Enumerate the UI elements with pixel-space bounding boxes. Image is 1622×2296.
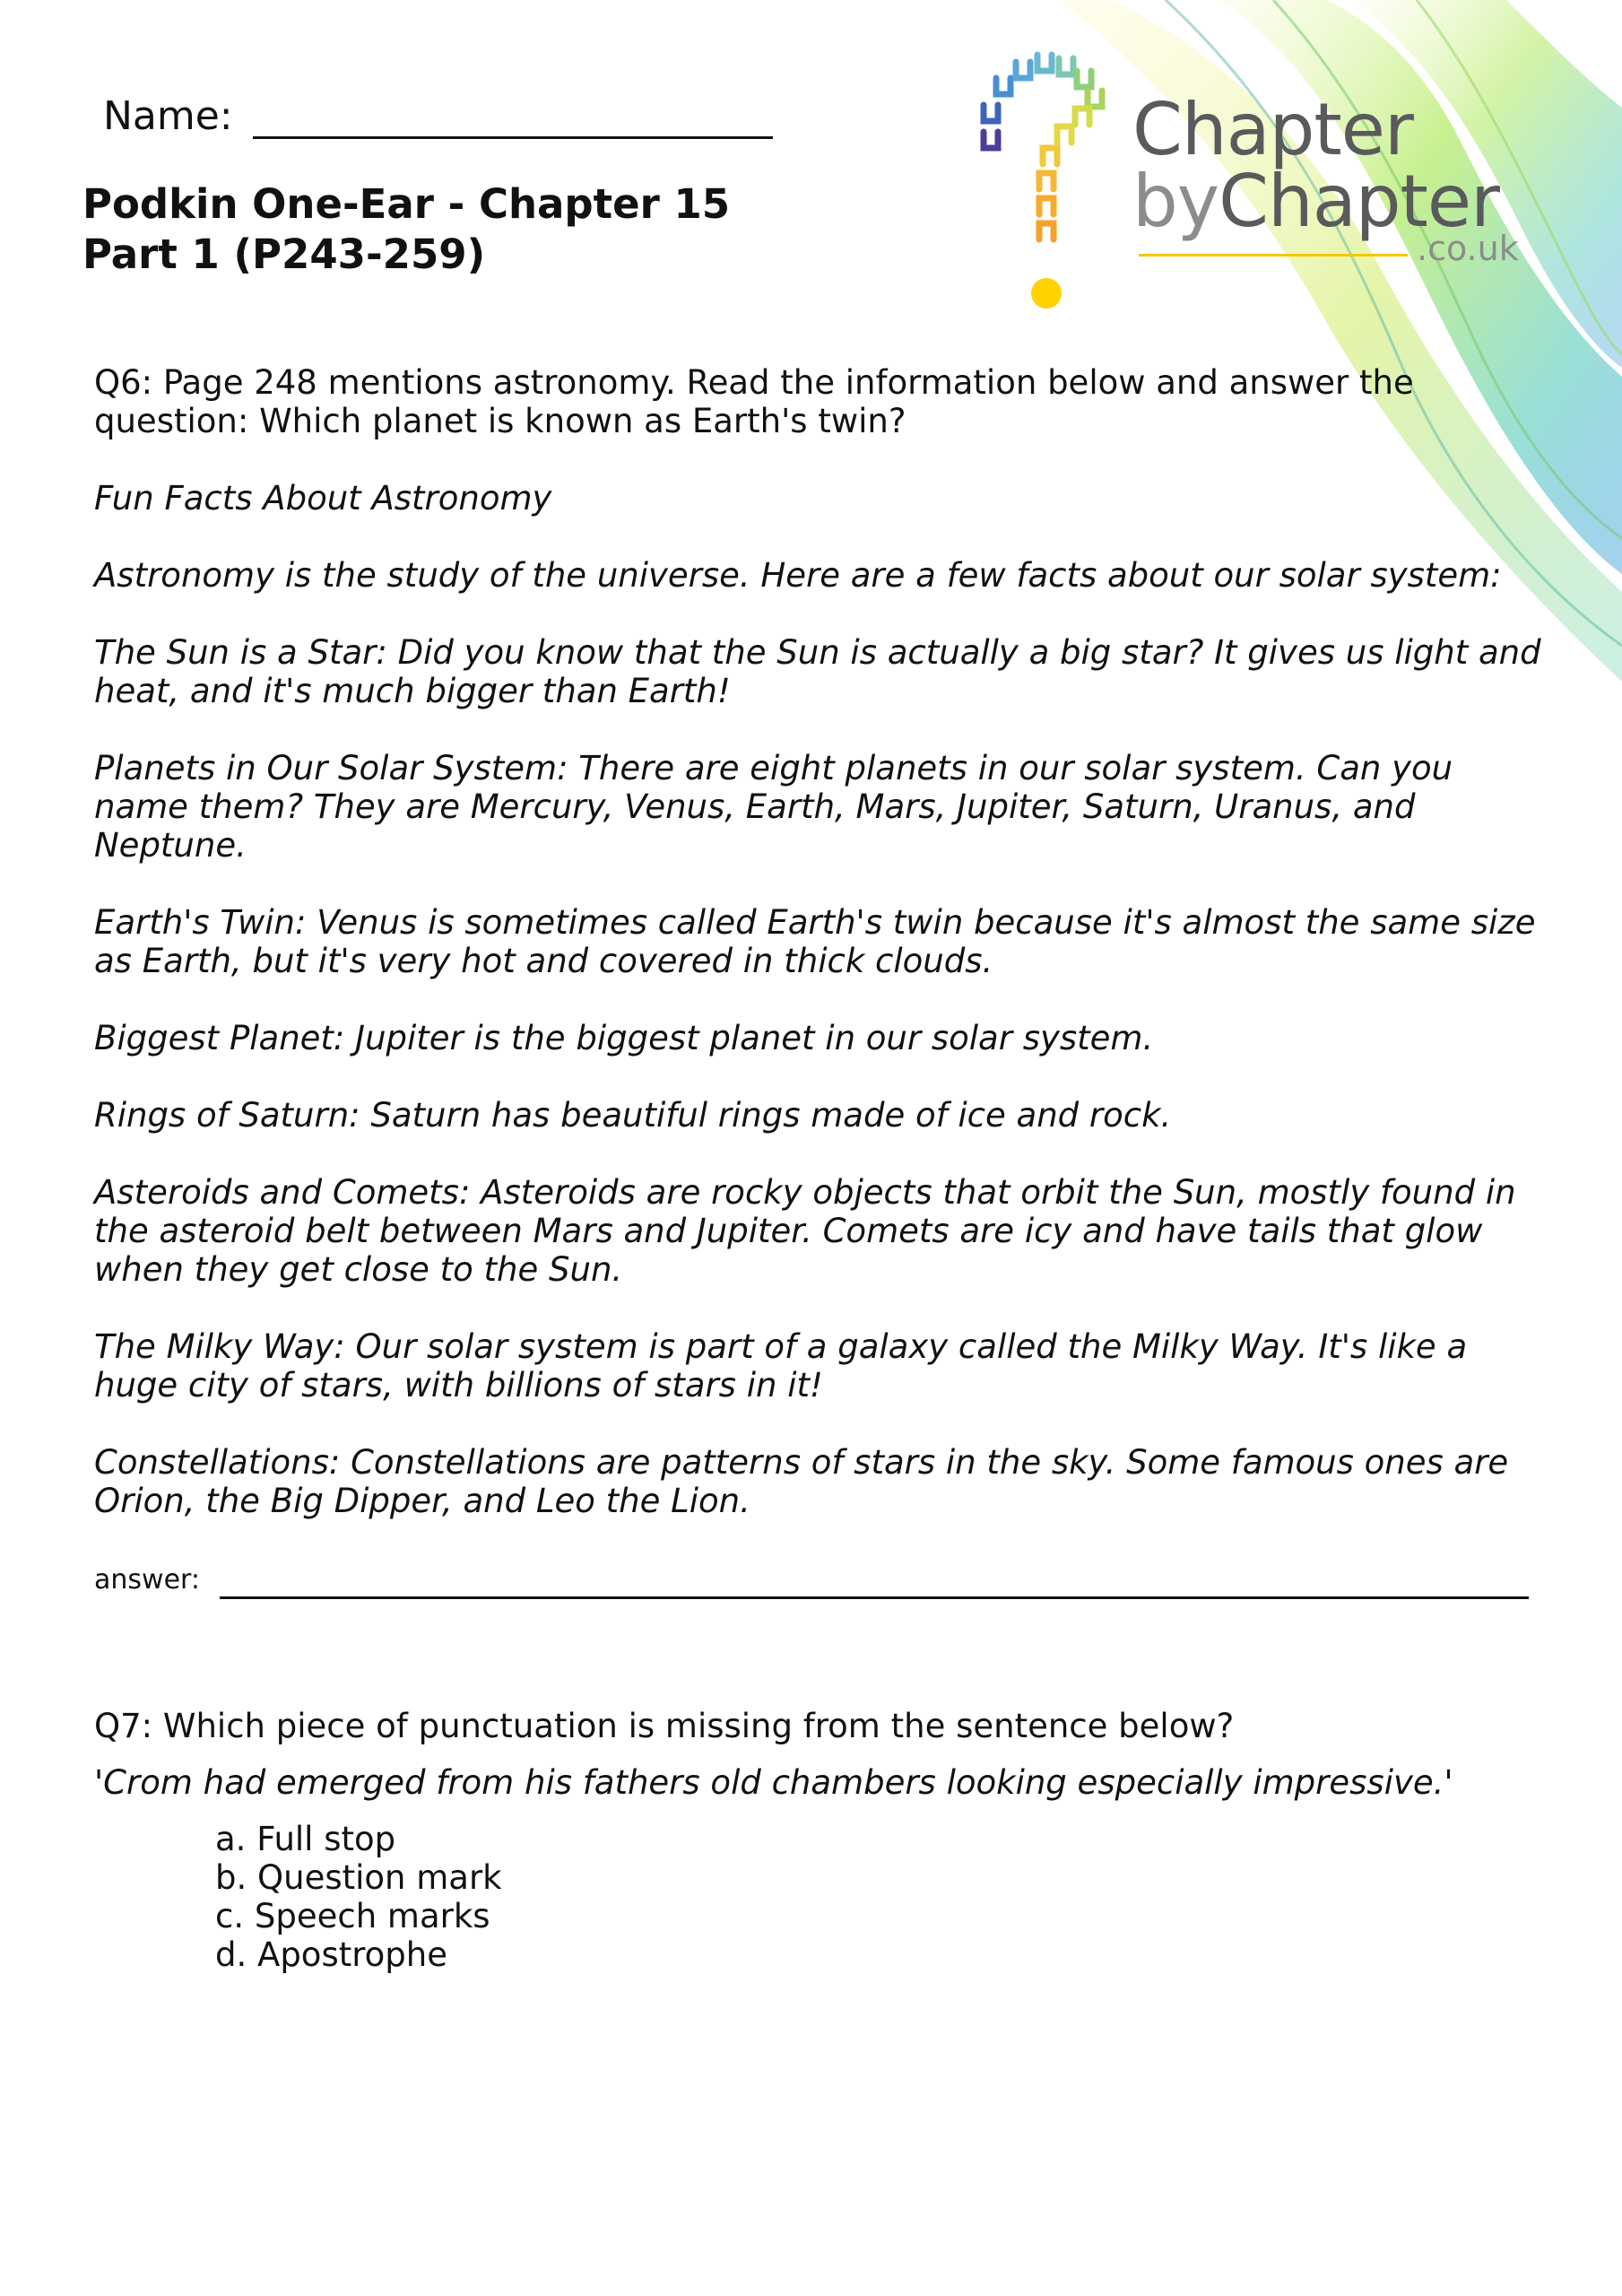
fact-paragraph: Constellations: Constellations are patterns of stars in the sky. Some famous ones are Orion, the Big Dipper, and Leo the Lion. [94, 1443, 1509, 1520]
name-field-row [103, 90, 773, 139]
worksheet-title [82, 179, 730, 280]
answer-row [94, 1561, 1547, 1599]
answer-label: answer: [94, 1564, 200, 1596]
fact-paragraph: The Milky Way: Our solar system is part of a galaxy called the Milky Way. It's like a huge city of stars, with billions of stars in it! [94, 1327, 1468, 1405]
info-heading: Fun Facts About Astronomy [94, 479, 552, 517]
logo-word-chapter: Chapter [1132, 88, 1413, 171]
logo-word-by-chapter [1132, 160, 1499, 243]
option-a[interactable]: a. Full stop [215, 1820, 396, 1858]
logo-domain: .co.uk [1417, 229, 1519, 268]
name-input-line[interactable] [253, 90, 773, 139]
answer-options [94, 1820, 1547, 1974]
chapter-by-chapter-logo [964, 49, 1592, 318]
answer-input-line[interactable] [220, 1570, 1529, 1599]
quoted-sentence: 'Crom had emerged from his fathers old chambers looking especially impressive.' [94, 1763, 1453, 1802]
option-d[interactable]: d. Apostrophe [215, 1935, 447, 1974]
fact-paragraph: The Sun is a Star: Did you know that the Sun is actually a big star? It gives us light and heat, and it's much bigger than Earth! [94, 633, 1541, 710]
logo-word-chapter-2: Chapter [1219, 160, 1499, 243]
option-c[interactable]: c. Speech marks [215, 1897, 490, 1935]
title-line-1: Podkin One-Ear - Chapter 15 [82, 180, 731, 228]
fact-paragraph: Astronomy is the study of the universe. Here are a few facts about our solar system: [94, 556, 1502, 595]
fact-paragraph: Earth's Twin: Venus is sometimes called Earth's twin because it's almost the same size as Earth, but it's very hot and covered in thick clouds. [94, 903, 1536, 980]
logo-word-by: by [1132, 160, 1219, 243]
logo-underline [1139, 254, 1408, 257]
question-mark-book-icon [964, 49, 1125, 318]
question-6: Q6: Page 248 mentions astronomy. Read the information below and answer the question: Which planet is known as Earth's twin? [94, 363, 1414, 440]
worksheet-content [94, 363, 1547, 1974]
title-line-2: Part 1 (P243-259) [82, 230, 486, 278]
question-7: Q7: Which piece of punctuation is missing from the sentence below? [94, 1707, 1235, 1745]
option-b[interactable]: b. Question mark [215, 1858, 502, 1897]
name-label: Name: [103, 93, 233, 139]
fact-paragraph: Biggest Planet: Jupiter is the biggest planet in our solar system. [94, 1019, 1154, 1057]
fact-paragraph: Asteroids and Comets: Asteroids are rocky objects that orbit the Sun, mostly found in the asteroid belt between Mars and Jupiter. Comets are icy and have tails that glow when they get close to the Sun. [94, 1173, 1516, 1289]
fact-paragraph: Planets in Our Solar System: There are eight planets in our solar system. Can you name them? They are Mercury, Venus, Earth, Mars, Jupiter, Saturn, Uranus, and Neptune. [94, 749, 1453, 865]
fact-paragraph: Rings of Saturn: Saturn has beautiful rings made of ice and rock. [94, 1096, 1172, 1135]
